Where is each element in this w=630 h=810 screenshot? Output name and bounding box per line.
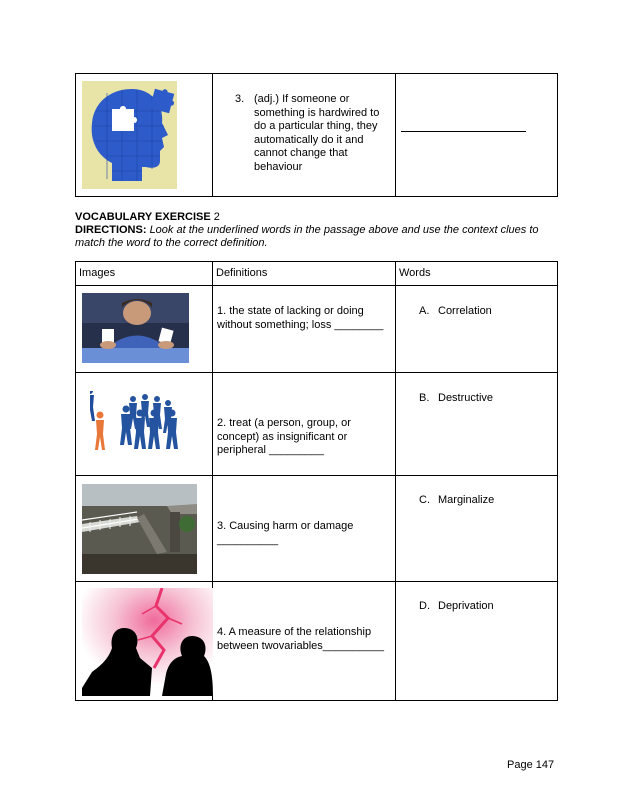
paper-people-circle-image xyxy=(90,391,190,459)
definition-text: 4. A measure of the relationship between twovariables__________ xyxy=(217,626,384,652)
word-cell xyxy=(396,373,558,476)
image-cell xyxy=(76,286,213,373)
word-letter: D. xyxy=(419,600,430,612)
table-row xyxy=(76,286,558,373)
image-cell xyxy=(76,582,213,701)
lightning-silhouette-image xyxy=(82,588,213,696)
definition-number: 3. xyxy=(235,93,245,105)
definition-cell xyxy=(213,286,396,373)
table-header-row xyxy=(76,262,558,286)
definition-cell xyxy=(213,74,396,197)
definition-text: 3. Causing harm or damage __________ xyxy=(217,520,354,546)
header-words: Words xyxy=(396,262,558,286)
table-row xyxy=(76,74,558,197)
directions-text: Look at the underlined words in the passage above and use the context clues to match the word to the correct definition. xyxy=(75,224,539,249)
top-vocab-table xyxy=(75,73,558,197)
header-images: Images xyxy=(76,262,213,286)
definition-cell xyxy=(213,373,396,476)
directions xyxy=(75,224,557,250)
word-cell xyxy=(396,582,558,701)
word-letter: A. xyxy=(419,305,430,317)
word-letter: B. xyxy=(419,392,430,404)
image-cell xyxy=(76,476,213,582)
definition-text: 1. the state of lacking or doing without something; loss ________ xyxy=(217,305,384,331)
word-text: Marginalize xyxy=(438,494,495,506)
answer-blank[interactable] xyxy=(401,131,526,132)
word-text: Deprivation xyxy=(438,600,494,612)
answer-cell xyxy=(396,74,558,197)
header-definitions: Definitions xyxy=(213,262,396,286)
definition-cell xyxy=(213,476,396,582)
table-row xyxy=(76,582,558,701)
image-cell xyxy=(76,373,213,476)
page-number: Page 147 xyxy=(507,759,555,771)
directions-label: DIRECTIONS: xyxy=(75,224,147,236)
word-cell xyxy=(396,286,558,373)
vocab-matching-table xyxy=(75,261,558,701)
definition-text: 2. treat (a person, group, or concept) as insignificant or peripheral _________ xyxy=(217,417,351,456)
exercise-title: VOCABULARY EXERCISE 2 xyxy=(75,211,220,223)
tired-man-image xyxy=(82,293,189,363)
collapsed-bridge-image xyxy=(82,484,197,574)
table-row xyxy=(76,476,558,582)
word-text: Destructive xyxy=(438,392,494,404)
definition-cell xyxy=(213,582,396,701)
puzzle-head-icon xyxy=(82,81,177,189)
definition-text: (adj.) If someone or something is hardwired to do a particular thing, they automatically do it and cannot change that behaviour xyxy=(254,93,380,173)
word-letter: C. xyxy=(419,494,430,506)
word-cell xyxy=(396,476,558,582)
image-cell xyxy=(76,74,213,197)
word-text: Correlation xyxy=(438,305,492,317)
table-row xyxy=(76,373,558,476)
